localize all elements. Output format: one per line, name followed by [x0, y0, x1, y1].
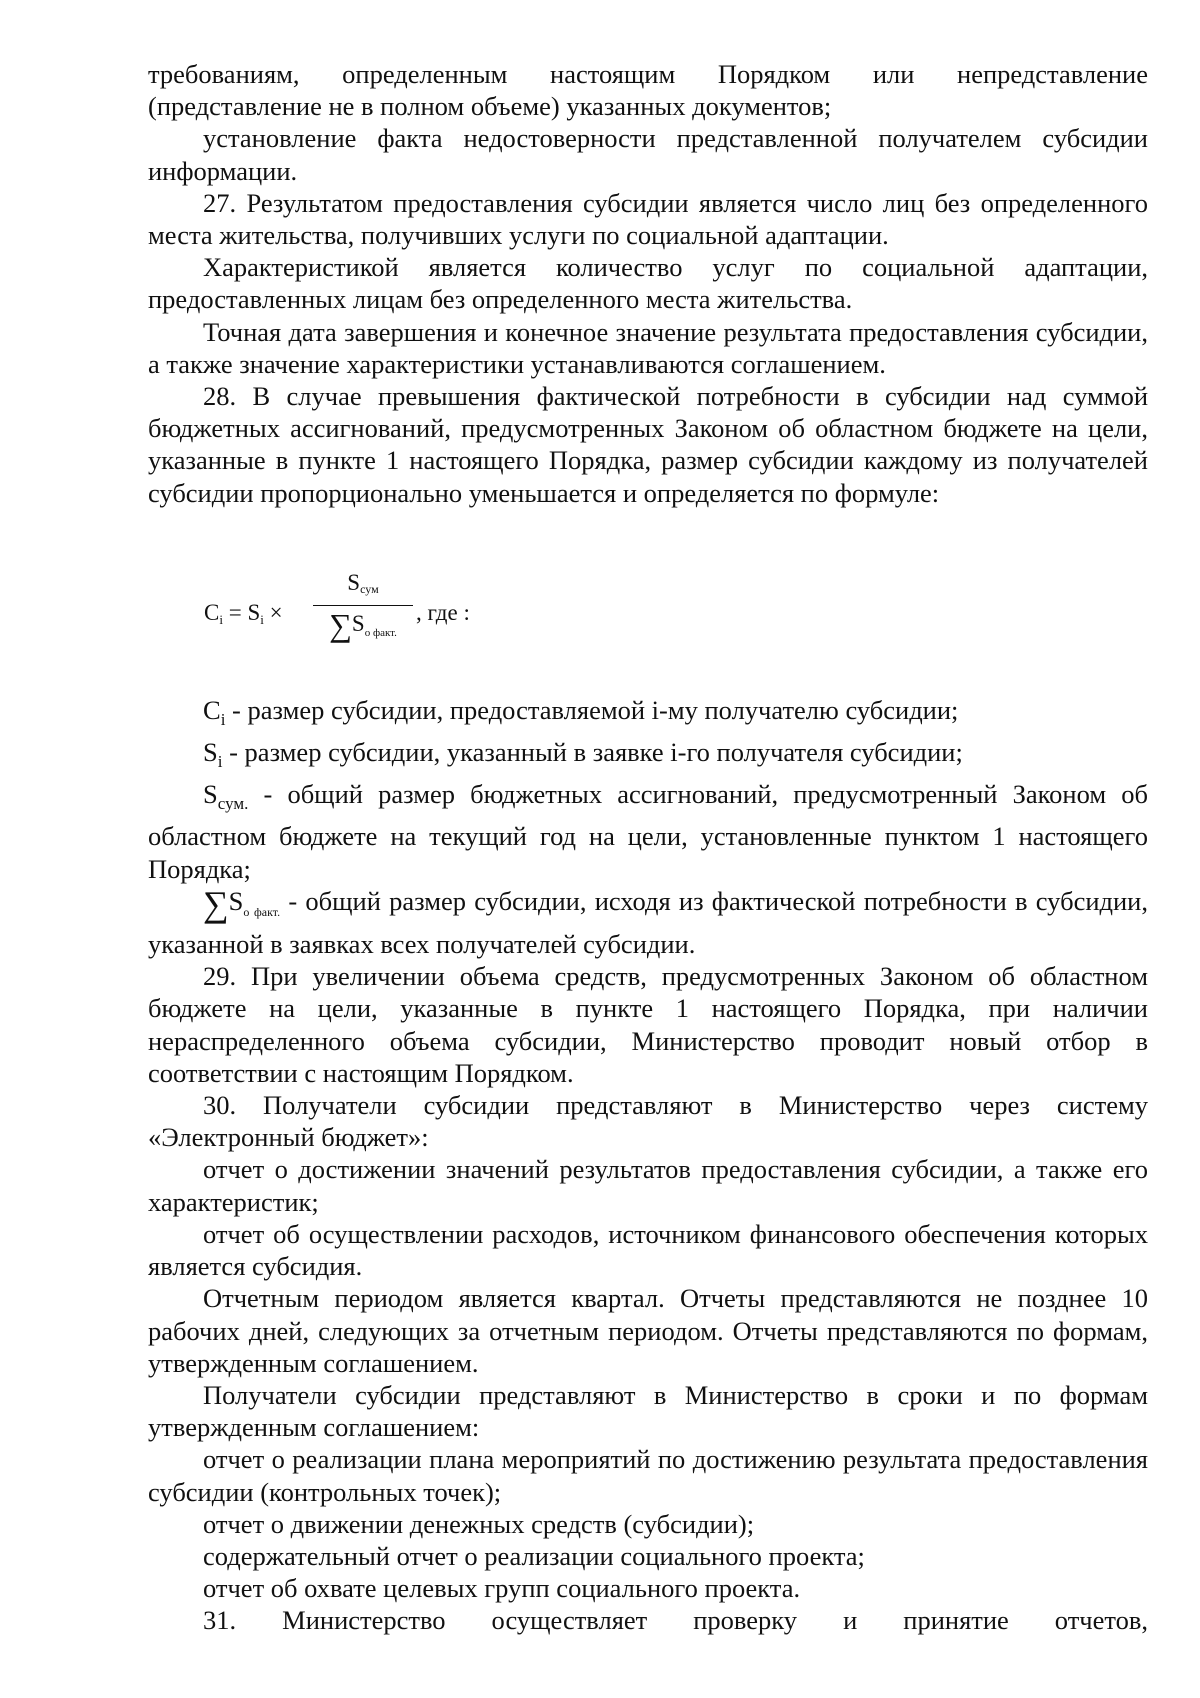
paragraph-28: 28. В случае превышения фактической потребности в субсидии над суммой бюджетных ассигнований, предусмотренных Законом об областном бюджете на цели, указанные в пункте 1 настоящего Порядка, размер субсидии каждому из получателей субсидии пропорционально уменьшается и определяется по формуле: — [148, 381, 1148, 508]
formula-fraction — [313, 569, 413, 647]
formula-lhs: $C_i = S_i$ × — [204, 599, 283, 627]
paragraph: Точная дата завершения и конечное значение результата предоставления субсидии, а также значение характеристики устанавливаются соглашением. — [148, 316, 1148, 379]
paragraph: отчет о достижении значений результатов предоставления субсидии, а также его характеристик; — [148, 1154, 1148, 1217]
paragraph: требованиям, определенным настоящим Порядком или непредставление (представление не в полном объеме) указанных документов; — [148, 59, 1148, 122]
definition-si: $S_i$ - размер субсидии, указанный в заявке i-го получателя субсидии; — [203, 737, 963, 772]
definition-sigma: $\sum S_{о факт.}$ - общий размер субсидии, исходя из фактической потребности в субсидии, указанной в заявках всех получателей субсидии. — [148, 883, 1148, 960]
definition-ssum: $S_{сум.}$ - общий размер бюджетных ассигнований, предусмотренный Законом об областном бюджете на текущий год на цели, установленные пунктом 1 настоящего Порядка; — [148, 779, 1148, 884]
document-page — [148, 58, 1148, 1637]
paragraph: отчет об охвате целевых групп социального проекта. — [203, 1573, 801, 1604]
paragraph: содержательный отчет о реализации социального проекта; — [203, 1540, 865, 1571]
paragraph: отчет об осуществлении расходов, источником финансового обеспечения которых является субсидия. — [148, 1218, 1148, 1282]
paragraph-29: 29. При увеличении объема средств, предусмотренных Законом об областном бюджете на цели, указанные в пункте 1 настоящего Порядка, при наличии нераспределенного объема субсидии, Министерство проводит новый отбор в соответствии с настоящим Порядком. — [148, 961, 1148, 1088]
paragraph: Получатели субсидии представляют в Министерство в сроки и по формам утвержденным соглашением: — [148, 1379, 1148, 1443]
fraction-bar — [313, 605, 413, 606]
paragraph-27: 27. Результатом предоставления субсидии является число лиц без определенного места жительства, получивших услуги по социальной адаптации. — [148, 187, 1148, 251]
subsidy-formula — [148, 549, 1148, 674]
paragraph: Характеристикой является количество услуг по социальной адаптации, предоставленных лицам без определенного места жительства. — [148, 252, 1148, 315]
paragraph: отчет о движении денежных средств (субсидии); — [203, 1508, 755, 1539]
paragraph-31: 31. Министерство осуществляет проверку и принятие отчетов, — [203, 1605, 1148, 1636]
paragraph: отчет о реализации плана мероприятий по достижению результата предоставления субсидии (контрольных точек); — [148, 1444, 1148, 1507]
formula-denominator: $\sum S_{о факт.}$ — [329, 606, 397, 643]
definition-ci: $C_i$ - размер субсидии, предоставляемой i-му получателю субсидии; — [203, 694, 959, 729]
paragraph-30: 30. Получатели субсидии представляют в Министерство через систему «Электронный бюджет»: — [148, 1090, 1148, 1153]
formula-numerator: $S_{сум}$ — [347, 569, 379, 596]
paragraph: Отчетным периодом является квартал. Отчеты представляются не позднее 10 рабочих дней, следующих за отчетным периодом. Отчеты представляются по формам, утвержденным соглашением. — [148, 1283, 1148, 1378]
formula-tail: , где : — [416, 599, 470, 625]
paragraph: установление факта недостоверности представленной получателем субсидии информации. — [148, 123, 1148, 186]
